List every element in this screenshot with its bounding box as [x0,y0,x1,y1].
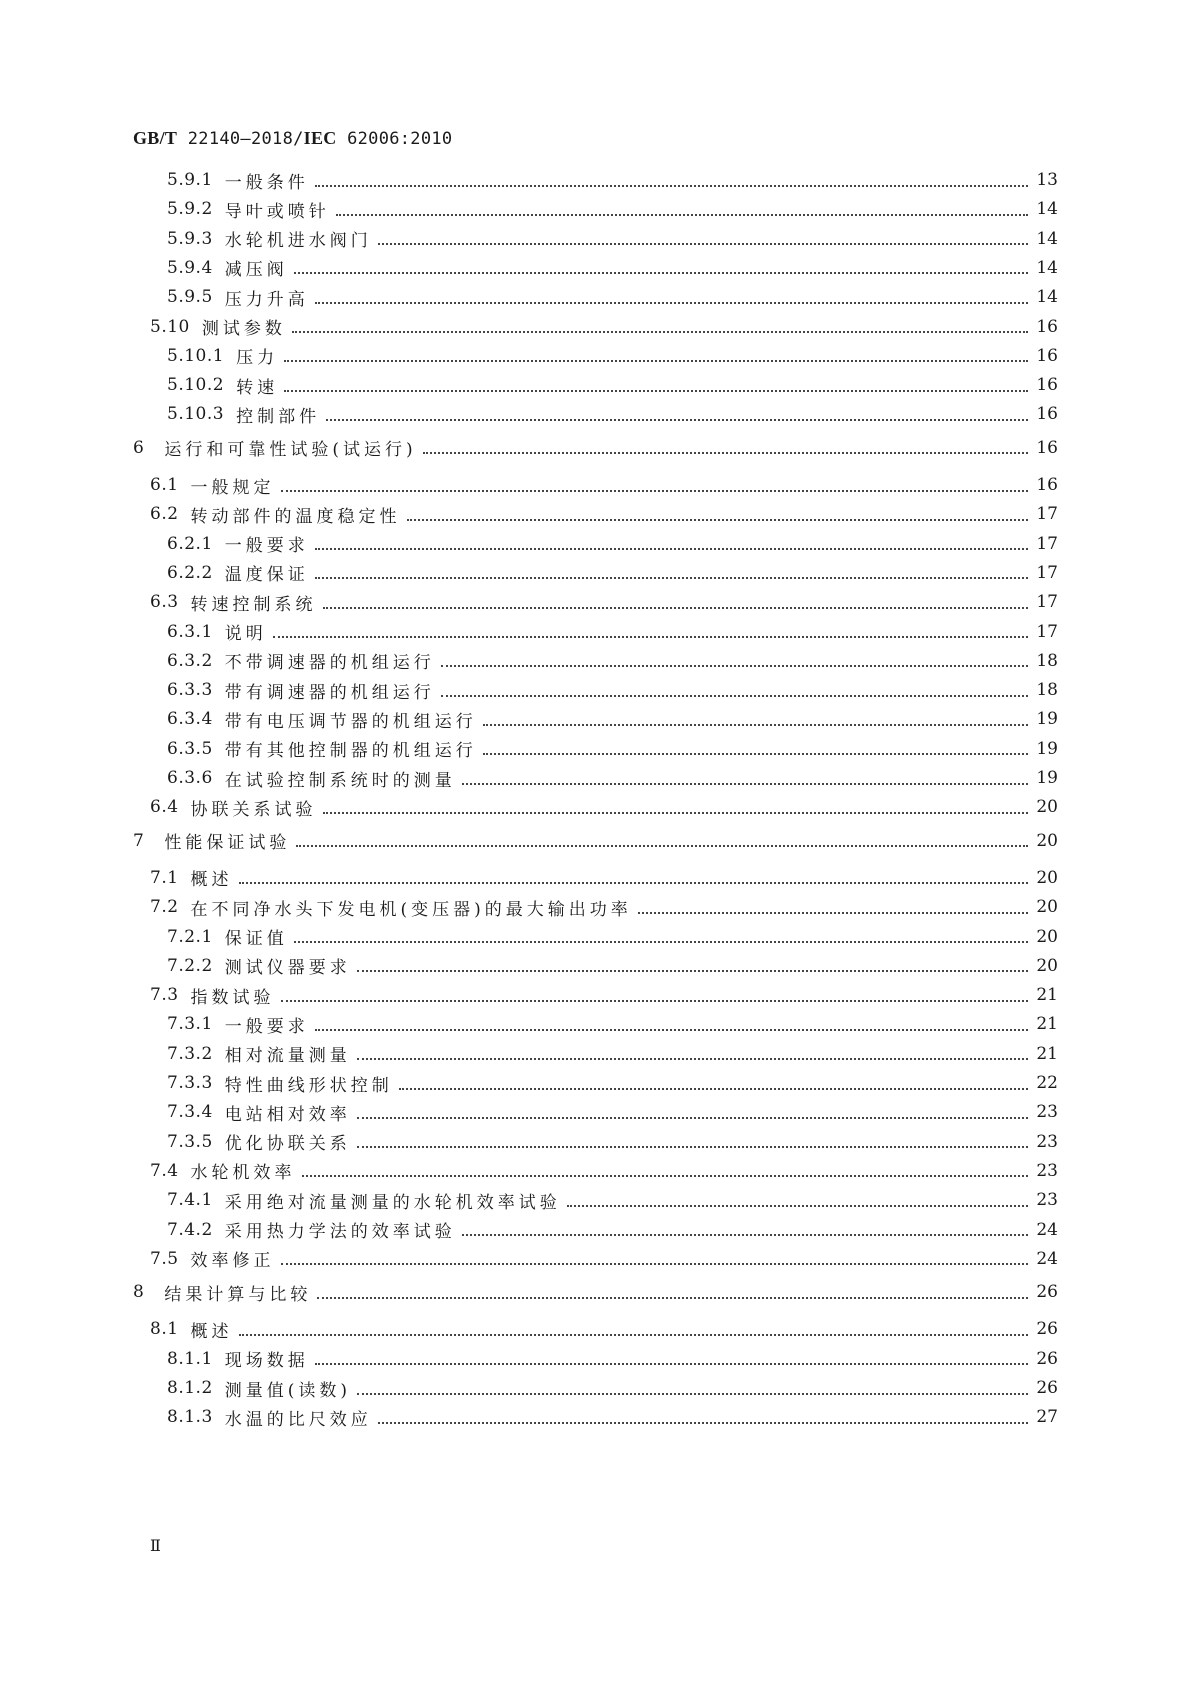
toc-entry-page: 24 [1036,1248,1058,1269]
toc-entry-page: 14 [1036,228,1058,249]
toc-entry-number: 6.1 [150,475,179,495]
toc-dot-leader [281,1262,1028,1265]
toc-entry[interactable] [133,1278,1058,1306]
toc-entry-number: 6 [133,437,145,458]
toc-entry-page: 21 [1036,985,1058,1006]
toc-entry-page: 16 [1036,437,1058,458]
toc-entry-number: 7.3.2 [167,1043,213,1064]
toc-dot-leader [357,969,1028,972]
toc-dot-leader [323,811,1028,814]
toc-entry[interactable] [150,471,1058,499]
toc-entry-title: 在试验控制系统时的测量 [224,770,456,791]
toc-entry-title: 减压阀 [224,260,288,281]
toc-entry[interactable] [150,793,1058,821]
toc-entry-page: 20 [1036,830,1058,851]
toc-entry-title: 采用绝对流量测量的水轮机效率试验 [224,1192,561,1213]
toc-entry-number: 7.4.1 [167,1190,213,1211]
toc-entry-page: 21 [1036,1014,1058,1035]
toc-entry-page: 23 [1036,1190,1058,1211]
toc-entry[interactable] [150,1157,1058,1185]
toc-entry-number: 8.1 [150,1319,179,1340]
toc-entry-title: 测试参数 [201,319,286,339]
toc-entry-number: 7.3.5 [167,1131,213,1152]
toc-dot-leader [302,1174,1028,1177]
toc-dot-leader [441,694,1028,697]
toc-entry[interactable] [150,893,1058,921]
toc-dot-leader [315,1362,1028,1365]
toc-dot-leader [315,547,1028,550]
toc-dot-leader [239,881,1028,884]
toc-entry[interactable] [167,1098,1058,1126]
header-standard-prefix: GB/T [133,128,178,148]
toc-entry[interactable] [167,1040,1058,1068]
toc-entry-title: 特性曲线形状控制 [224,1075,393,1096]
toc-entry[interactable] [167,647,1058,675]
header-iec-prefix: IEC [303,128,337,148]
toc-entry[interactable] [167,1069,1058,1097]
header-iec-code: 62006:2010 [336,129,453,149]
toc-entry[interactable] [167,283,1058,311]
toc-entry-title: 水轮机效率 [190,1163,296,1184]
toc-entry-page: 20 [1036,926,1058,947]
toc-entry-number: 5.10.3 [167,404,225,425]
toc-entry[interactable] [167,371,1058,399]
toc-entry-title: 控制部件 [236,406,321,427]
toc-entry[interactable] [167,559,1058,587]
toc-entry-number: 5.10.2 [167,375,225,396]
toc-entry-title: 现场数据 [224,1351,309,1372]
toc-entry-page: 14 [1036,257,1058,278]
toc-entry-title: 指数试验 [190,987,275,1008]
toc-entry-number: 7.1 [150,867,179,888]
toc-entry[interactable] [167,400,1058,428]
toc-entry-page: 20 [1036,797,1058,818]
toc-entry-title: 保证值 [224,929,288,949]
toc-entry-number: 7.3.1 [167,1014,213,1035]
toc-entry-page: 16 [1036,375,1058,396]
toc-entry-page: 26 [1036,1378,1058,1398]
toc-entry[interactable] [150,981,1058,1009]
toc-entry-title: 说明 [224,624,267,644]
toc-dot-leader [462,782,1028,785]
toc-entry-number: 6.3.3 [167,680,213,701]
toc-entry-page: 14 [1036,287,1058,308]
toc-dot-leader [357,1392,1028,1395]
toc-entry-number: 7 [133,830,145,851]
toc-dot-leader [483,723,1028,726]
toc-dot-leader [441,664,1028,667]
toc-entry[interactable] [167,530,1058,558]
toc-entry-page: 17 [1036,562,1058,583]
toc-entry-page: 23 [1036,1102,1058,1123]
toc-entry[interactable] [150,588,1058,616]
toc-dot-leader [357,1057,1028,1060]
toc-entry-title: 带有电压调节器的机组运行 [224,711,477,732]
toc-entry[interactable] [133,434,1058,462]
toc-dot-leader [273,635,1028,638]
toc-entry-title: 带有调速器的机组运行 [224,682,435,703]
toc-entry[interactable] [150,313,1058,341]
toc-entry-page: 13 [1036,170,1058,190]
toc-dot-leader [317,1296,1028,1299]
toc-entry[interactable] [167,342,1058,370]
toc-entry-number: 7.3.3 [167,1073,213,1093]
toc-entry-title: 测试仪器要求 [224,958,351,979]
toc-entry[interactable] [133,827,1058,855]
toc-entry[interactable] [167,1403,1058,1431]
toc-dot-leader [284,359,1028,362]
toc-dot-leader [239,1333,1028,1336]
toc-entry-title: 转速 [236,377,279,398]
toc-entry-title: 压力升高 [224,289,309,310]
toc-entry-page: 17 [1036,533,1058,554]
toc-dot-leader [315,301,1028,304]
toc-entry[interactable] [150,1245,1058,1273]
toc-dot-leader [407,518,1028,521]
toc-dot-leader [399,1087,1028,1090]
toc-entry-page: 19 [1036,738,1058,759]
toc-entry-page: 16 [1036,316,1058,337]
toc-dot-leader [315,184,1028,187]
toc-entry-number: 6.3.6 [167,768,213,788]
toc-entry-page: 18 [1036,650,1058,671]
header-standard-code: 22140—2018/ [177,129,304,149]
toc-entry[interactable] [167,166,1058,194]
toc-dot-leader [284,389,1028,392]
toc-entry-page: 18 [1036,680,1058,701]
toc-entry-title: 一般条件 [224,172,309,193]
toc-entry-page: 19 [1036,768,1058,788]
toc-entry-title: 一般要求 [224,536,309,557]
toc-entry-title: 一般规定 [190,477,275,498]
toc-dot-leader [281,999,1028,1002]
toc-entry-title: 带有其他控制器的机组运行 [224,741,477,762]
toc-dot-leader [315,576,1028,579]
toc-entry-title: 测量值(读数) [224,1380,352,1401]
toc-entry-number: 7.2.2 [167,955,213,976]
toc-dot-leader [378,1421,1028,1424]
toc-entry-page: 17 [1036,621,1058,642]
toc-entry-page: 24 [1036,1219,1058,1240]
toc-entry-title: 相对流量测量 [224,1046,351,1067]
toc-dot-leader [357,1145,1028,1148]
toc-dot-leader [378,242,1028,245]
toc-entry[interactable] [167,1345,1058,1373]
toc-entry-title: 温度保证 [224,565,309,586]
toc-dot-leader [296,844,1028,847]
toc-entry-number: 5.9.3 [167,228,213,249]
toc-dot-leader [315,1028,1028,1031]
toc-entry-number: 6.3.1 [167,621,213,642]
toc-dot-leader [326,418,1028,421]
toc-entry-page: 21 [1036,1043,1058,1064]
toc-entry-number: 7.3.4 [167,1102,213,1123]
toc-entry-number: 5.9.1 [167,170,213,190]
toc-dot-leader [292,330,1028,333]
toc-entry[interactable] [167,676,1058,704]
toc-entry-number: 6.2 [150,504,179,525]
toc-entry-page: 17 [1036,592,1058,613]
toc-entry-page: 20 [1036,867,1058,888]
toc-entry-number: 6.3.2 [167,650,213,671]
toc-entry-number: 7.4 [150,1160,179,1181]
toc-entry-number: 6.2.1 [167,533,213,554]
page-numeral: Ⅱ [150,1538,161,1555]
toc-entry-title: 电站相对效率 [224,1104,351,1125]
toc-entry-number: 6.2.2 [167,562,213,583]
toc-entry-number: 7.2 [150,897,179,918]
toc-entry-number: 6.3.5 [167,738,213,759]
toc-entry-number: 6.3.4 [167,709,213,730]
toc-entry-title: 转动部件的温度稳定性 [190,506,401,527]
toc-entry-page: 16 [1036,404,1058,425]
toc-entry[interactable] [167,195,1058,223]
toc-dot-leader [638,911,1028,914]
toc-entry-number: 8.1.3 [167,1407,213,1428]
toc-dot-leader [483,752,1028,755]
toc-entry-number: 8.1.1 [167,1348,213,1369]
toc-entry-number: 8.1.2 [167,1378,213,1398]
toc-dot-leader [357,1116,1028,1119]
toc-entry-page: 20 [1036,955,1058,976]
toc-dot-leader [462,1233,1028,1236]
toc-entry-title: 转速控制系统 [190,594,317,615]
toc-dot-leader [294,940,1028,943]
toc-entry-title: 效率修正 [190,1251,275,1272]
toc-entry-number: 6.3 [150,592,179,613]
toc-entry-title: 优化协联关系 [224,1134,351,1155]
toc-dot-leader [323,606,1028,609]
toc-entry-title: 一般要求 [224,1016,309,1037]
toc-entry[interactable] [150,500,1058,528]
toc-entry-title: 运行和可靠性试验(试运行) [164,440,417,461]
toc-entry-page: 14 [1036,199,1058,220]
toc-entry-number: 7.3 [150,985,179,1006]
toc-entry-title: 不带调速器的机组运行 [224,653,435,674]
toc-entry[interactable] [167,254,1058,282]
toc-entry-number: 5.9.4 [167,257,213,278]
toc-entry-number: 6.4 [150,797,179,818]
toc-entry-page: 27 [1036,1407,1058,1428]
toc-entry-page: 16 [1036,475,1058,495]
toc-entry[interactable] [150,1315,1058,1343]
toc-dot-leader [336,213,1028,216]
toc-entry-number: 5.10.1 [167,345,225,366]
toc-entry-title: 水温的比尺效应 [224,1409,372,1430]
toc-entry-title: 在不同净水头下发电机(变压器)的最大输出功率 [190,899,632,920]
toc-entry-title: 导叶或喷针 [224,201,330,222]
toc-dot-leader [281,489,1028,492]
toc-entry-number: 5.9.5 [167,287,213,308]
toc-entry-page: 17 [1036,504,1058,525]
toc-entry-page: 26 [1036,1319,1058,1340]
toc-entry-number: 7.4.2 [167,1219,213,1240]
toc-entry[interactable] [167,618,1058,646]
toc-entry-number: 5.9.2 [167,199,213,220]
toc-entry[interactable] [167,735,1058,763]
toc-entry[interactable] [167,705,1058,733]
toc-entry-number: 8 [133,1282,145,1303]
toc-entry-title: 性能保证试验 [164,833,291,854]
toc-entry[interactable] [167,1374,1058,1402]
toc-entry-page: 23 [1036,1160,1058,1181]
toc-entry-title: 采用热力学法的效率试验 [224,1222,456,1242]
toc-entry-title: 水轮机进水阀门 [224,231,372,252]
toc-entry-page: 20 [1036,897,1058,918]
toc-entry-title: 概述 [190,870,233,891]
toc-entry-title: 概述 [190,1321,233,1342]
toc-entry[interactable] [167,923,1058,951]
toc-entry[interactable] [167,1186,1058,1214]
toc-dot-leader [294,271,1028,274]
toc-entry[interactable] [167,1128,1058,1156]
toc-entry-page: 23 [1036,1131,1058,1152]
toc-entry-number: 7.2.1 [167,926,213,947]
document-header [133,128,452,149]
toc-entry[interactable] [167,1216,1058,1244]
toc-dot-leader [423,451,1028,454]
toc-entry-number: 5.10 [150,316,190,337]
toc-entry-page: 26 [1036,1348,1058,1369]
toc-entry-page: 22 [1036,1073,1058,1093]
toc-entry[interactable] [167,225,1058,253]
toc-entry-page: 26 [1036,1282,1058,1303]
toc-entry-title: 压力 [236,348,279,369]
toc-entry-page: 19 [1036,709,1058,730]
toc-entry-title: 协联关系试验 [190,799,317,820]
toc-entry[interactable] [167,952,1058,980]
toc-entry-page: 16 [1036,345,1058,366]
toc-entry[interactable] [150,864,1058,892]
toc-entry[interactable] [167,1010,1058,1038]
toc-entry-title: 结果计算与比较 [164,1284,312,1305]
toc-entry[interactable] [167,764,1058,792]
toc-entry-number: 7.5 [150,1248,179,1269]
toc-dot-leader [567,1204,1028,1207]
